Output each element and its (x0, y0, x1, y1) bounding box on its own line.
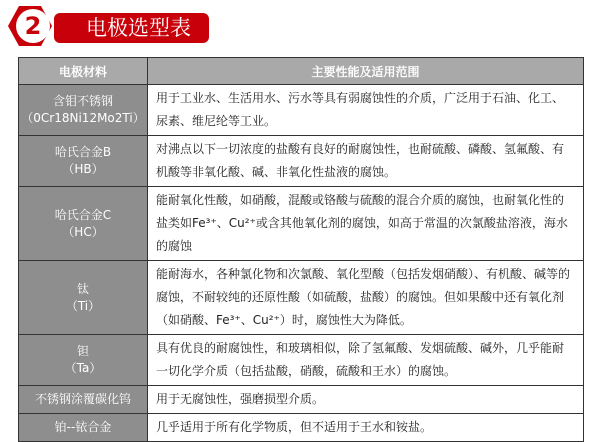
table-row (19, 85, 584, 136)
section-title: 电极选型表 (54, 13, 209, 43)
table-row (19, 386, 584, 414)
material-cell (19, 85, 148, 136)
column-header-performance: 主要性能及适用范围 (148, 58, 584, 85)
material-code: （HB） (62, 162, 104, 176)
table-row (19, 136, 584, 187)
material-cell (19, 136, 148, 187)
material-name: 不锈钢涂覆碳化钨 (34, 392, 131, 406)
material-name: 钽 (76, 344, 89, 358)
description-cell: 具有优良的耐腐蚀性，和玻璃相似，除了氢氟酸、发烟硫酸、碱外，几乎能耐一切化学介质（包括盐酸，硝酸，硫酸和王水）的腐蚀。 (148, 335, 584, 386)
material-cell (19, 187, 148, 261)
material-code: （Ta） (64, 361, 102, 375)
description-cell: 对沸点以下一切浓度的盐酸有良好的耐腐蚀性，也耐硫酸、磷酸、氢氟酸、有机酸等非氧化酸、碱、非氧化性盐液的腐蚀。 (148, 136, 584, 187)
material-name: 含钼不锈钢 (52, 94, 113, 108)
description-cell: 用于工业水、生活用水、污水等具有弱腐蚀性的介质，广泛用于石油、化工、尿素、维尼纶等工业。 (148, 85, 584, 136)
material-code: （Ti） (65, 298, 101, 313)
table-row (19, 335, 584, 386)
description-cell: 能耐海水，各种氯化物和次氯酸、氧化型酸（包括发烟硝酸）、有机酸、碱等的腐蚀，不耐较纯的还原性酸（如硫酸，盐酸）的腐蚀。但如果酸中还有氧化剂（如硝酸、Fe³⁺、Cu²⁺）时，腐蚀性大为降低。 (148, 261, 584, 335)
material-cell (19, 261, 148, 335)
material-name: 钛 (76, 281, 89, 296)
material-code: （HC） (62, 224, 104, 239)
column-header-material: 电极材料 (19, 58, 148, 85)
material-name: 哈氏合金C (54, 207, 112, 222)
description-cell: 能耐氧化性酸，如硝酸，混酸或铬酸与硫酸的混合介质的腐蚀，也耐氧化性的盐类如Fe³⁺、Cu²⁺或含其他氧化剂的腐蚀，如高于常温的次氯酸盐溶液，海水的腐蚀 (148, 187, 584, 261)
section-number: 2 (16, 9, 50, 43)
material-cell (19, 335, 148, 386)
electrode-selection-table (18, 57, 584, 442)
description-cell: 用于无腐蚀性，强磨损型介质。 (148, 386, 584, 414)
material-cell (19, 386, 148, 414)
table-row (19, 187, 584, 261)
material-name: 哈氏合金B (54, 145, 112, 159)
material-cell (19, 414, 148, 442)
table-row (19, 261, 584, 335)
material-code: （0Cr18Ni12Mo2Ti） (21, 111, 145, 125)
description-cell: 几乎适用于所有化学物质，但不适用于王水和铵盐。 (148, 414, 584, 442)
material-name: 铂--铱合金 (54, 420, 112, 434)
table-row (19, 414, 584, 442)
